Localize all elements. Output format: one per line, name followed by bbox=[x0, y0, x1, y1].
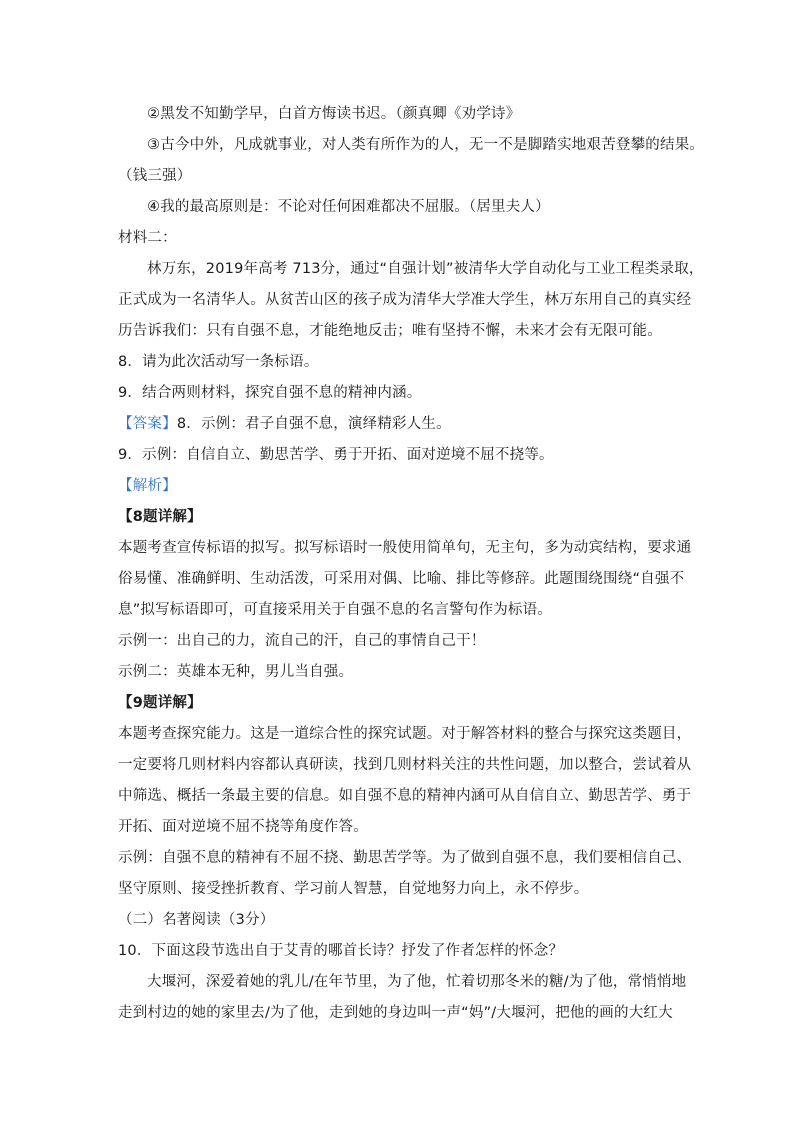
poem-line: 大堰河，深爱着她的乳儿/在年节里，为了他，忙着切那冬米的糖/为了他，常悄悄地 bbox=[147, 974, 687, 990]
example-2: 示例二：英雄本无种，男儿当自强。 bbox=[118, 664, 354, 680]
question-10: 10．下面这段节选出自于艾青的哪首长诗？抒发了作者怎样的怀念？ bbox=[118, 943, 564, 959]
q9-detail-title: 【9题详解】 bbox=[118, 695, 202, 711]
q8-detail-title: 【8题详解】 bbox=[118, 509, 202, 525]
answer-9: 9．示例：自信自立、勤思苦学、勇于开拓、面对逆境不屈不挠等。 bbox=[118, 447, 554, 463]
example-1: 示例一：出自己的力，流自己的汗，自己的事情自己干！ bbox=[118, 633, 486, 649]
quote-3-source: （钱三强） bbox=[118, 168, 192, 184]
answer-line bbox=[118, 414, 451, 434]
q9-detail-line: 一定要将几则材料内容都认真研读，找到几则材料关注的共性问题，加以整合，尝试着从 bbox=[118, 757, 692, 773]
question-9: 9．结合两则材料，探究自强不息的精神内涵。 bbox=[118, 385, 422, 401]
quote-2: ②黑发不知勤学早，白首方悔读书迟。（颜真卿《劝学诗》 bbox=[147, 106, 521, 122]
poem-line: 走到村边的她的家里去/为了他，走到她的身边叫一声“妈”/大堰河，把他的画的大红大 bbox=[118, 1005, 673, 1021]
material-2-label: 材料二： bbox=[118, 230, 177, 246]
q9-detail-line: 开拓、面对逆境不屈不挠等角度作答。 bbox=[118, 819, 368, 835]
q8-detail-line: 本题考查宣传标语的拟写。拟写标语时一般使用简单句，无主句，多为动宾结构，要求通 bbox=[118, 540, 692, 556]
analysis-tag: 【解析】 bbox=[118, 478, 177, 494]
quote-4: ④我的最高原则是：不论对任何困难都决不屈服。（居里夫人） bbox=[147, 199, 550, 215]
material-2-line: 正式成为一名清华人。从贫苦山区的孩子成为清华大学准大学生，林万东用自己的真实经 bbox=[118, 292, 692, 308]
q9-example-line: 示例：自强不息的精神有不屈不挠、勤思苦学等。为了做到自强不息，我们要相信自己、 bbox=[118, 850, 692, 866]
answer-8: 8．示例：君子自强不息，演绎精彩人生。 bbox=[176, 416, 451, 432]
answer-tag: 【答案】 bbox=[118, 416, 177, 432]
quote-3: ③古今中外，凡成就事业，对人类有所作为的人，无一不是脚踏实地艰苦登攀的结果。 bbox=[147, 137, 705, 153]
q8-detail-line: 息”拟写标语即可，可直接采用关于自强不息的名言警句作为标语。 bbox=[118, 602, 553, 618]
section-2-heading: （二）名著阅读（3分） bbox=[118, 912, 275, 928]
q9-detail-line: 本题考查探究能力。这是一道综合性的探究试题。对于解答材料的整合与探究这类题目， bbox=[118, 726, 692, 742]
q8-detail-line: 俗易懂、准确鲜明、生动活泼，可采用对偶、比喻、排比等修辞。此题围绕围绕“自强不 bbox=[118, 571, 685, 587]
material-2-line: 历告诉我们：只有自强不息，才能绝地反击；唯有坚持不懈，未来才会有无限可能。 bbox=[118, 323, 662, 339]
question-8: 8．请为此次活动写一条标语。 bbox=[118, 354, 319, 370]
q9-example-line: 坚守原则、接受挫折教育、学习前人智慧，自觉地努力向上，永不停步。 bbox=[118, 881, 589, 897]
material-2-line: 林万东，2019年高考 713分，通过“自强计划”被清华大学自动化与工业工程类录取， bbox=[147, 261, 704, 277]
q9-detail-line: 中筛选、概括一条最主要的信息。如自强不息的精神内涵可从自信自立、勤思苦学、勇于 bbox=[118, 788, 692, 804]
